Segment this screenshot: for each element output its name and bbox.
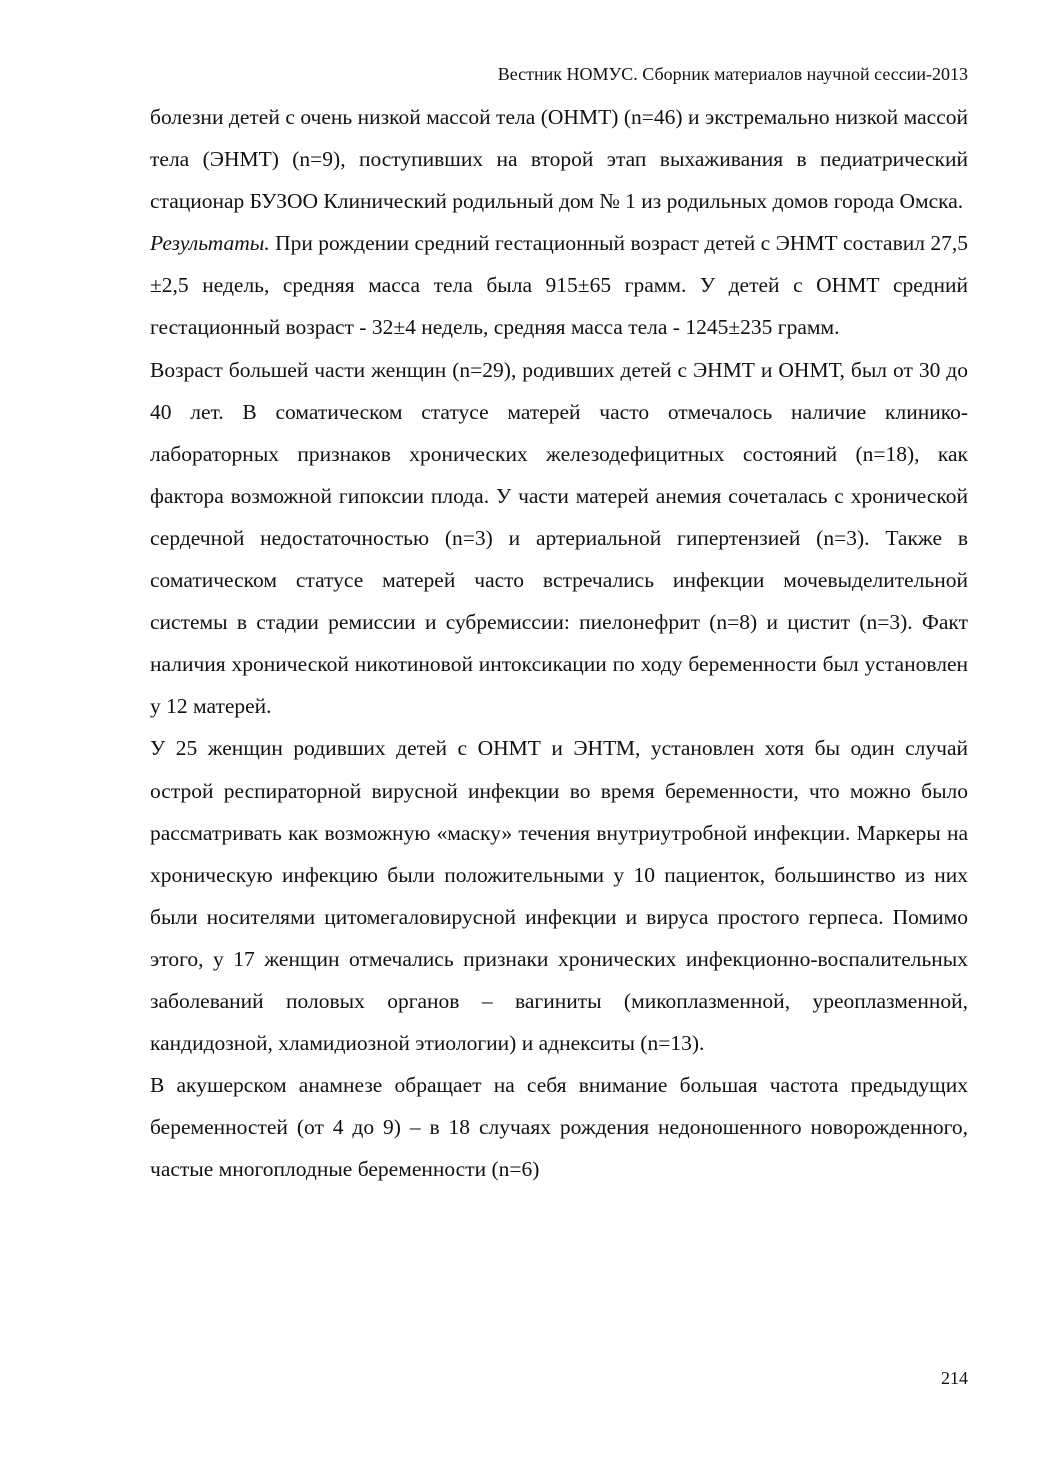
paragraph-text: У 25 женщин родивших детей с ОНМТ и ЭНТМ, установлен хотя бы один случай острой респираторной вирусной инфекции во время беременности, что можно было рассматривать как возможную «маску» течения внутриутробной инфекции. Маркеры на хроническую инфекцию были положительными у 10 пациенток, большинство из них были носителями цитомегаловирусной инфекции и вируса простого герпеса. Помимо этого, у 17 женщин отмечались признаки хронических инфекционно-воспалительных заболеваний половых органов – вагиниты (микоплазменной, уреоплазменной, кандидозной, хламидиозной этиологии) и аднекситы (n=13). [150,736,968,1056]
paragraph-text: При рождении средний гестационный возраст детей с ЭНМТ составил 27,5 ±2,5 недель, средняя масса тела была 915±65 грамм. У детей с ОНМТ средний гестационный возраст - 32±4 недель, средняя масса тела - 1245±235 грамм. [150,231,968,340]
paragraph-obstetric-history [150,1064,968,1190]
page-number: 214 [941,1368,968,1388]
running-header: Вестник НОМУС. Сборник материалов научной сессии-2013 [497,64,968,84]
paragraph-maternal-age [150,349,968,728]
paragraph-text: Возраст большей части женщин (n=29), родивших детей с ЭНМТ и ОНМТ, был от 30 до 40 лет. В соматическом статусе матерей часто отмечалось наличие клинико-лабораторных признаков хронических железодефицитных состояний (n=18), как фактора возможной гипоксии плода. У части матерей анемия сочеталась с хронической сердечной недостаточностью (n=3) и артериальной гипертензией (n=3). Также в соматическом статусе матерей часто встречались инфекции мочевыделительной системы в стадии ремиссии и субремиссии: пиелонефрит (n=8) и цистит (n=3). Факт наличия хронической никотиновой интоксикации по ходу беременности был установлен у 12 матерей. [150,357,968,719]
paragraph-results [150,222,968,348]
section-lead-results: Результаты. [150,231,270,256]
paragraph-methods-continued [150,96,968,222]
paragraph-infections [150,727,968,1064]
paragraph-text: В акушерском анамнезе обращает на себя внимание большая частота предыдущих беременностей (от 4 до 9) – в 18 случаях рождения недоношенного новорожденного, частые многоплодные беременности (n=6) [150,1073,968,1182]
article-body [150,96,968,1190]
paragraph-text: болезни детей с очень низкой массой тела (ОНМТ) (n=46) и экстремально низкой массой тела (ЭНМТ) (n=9), поступивших на второй этап выхаживания в педиатрический стационар БУЗОО Клинический родильный дом № 1 из родильных домов города Омска. [150,105,968,214]
